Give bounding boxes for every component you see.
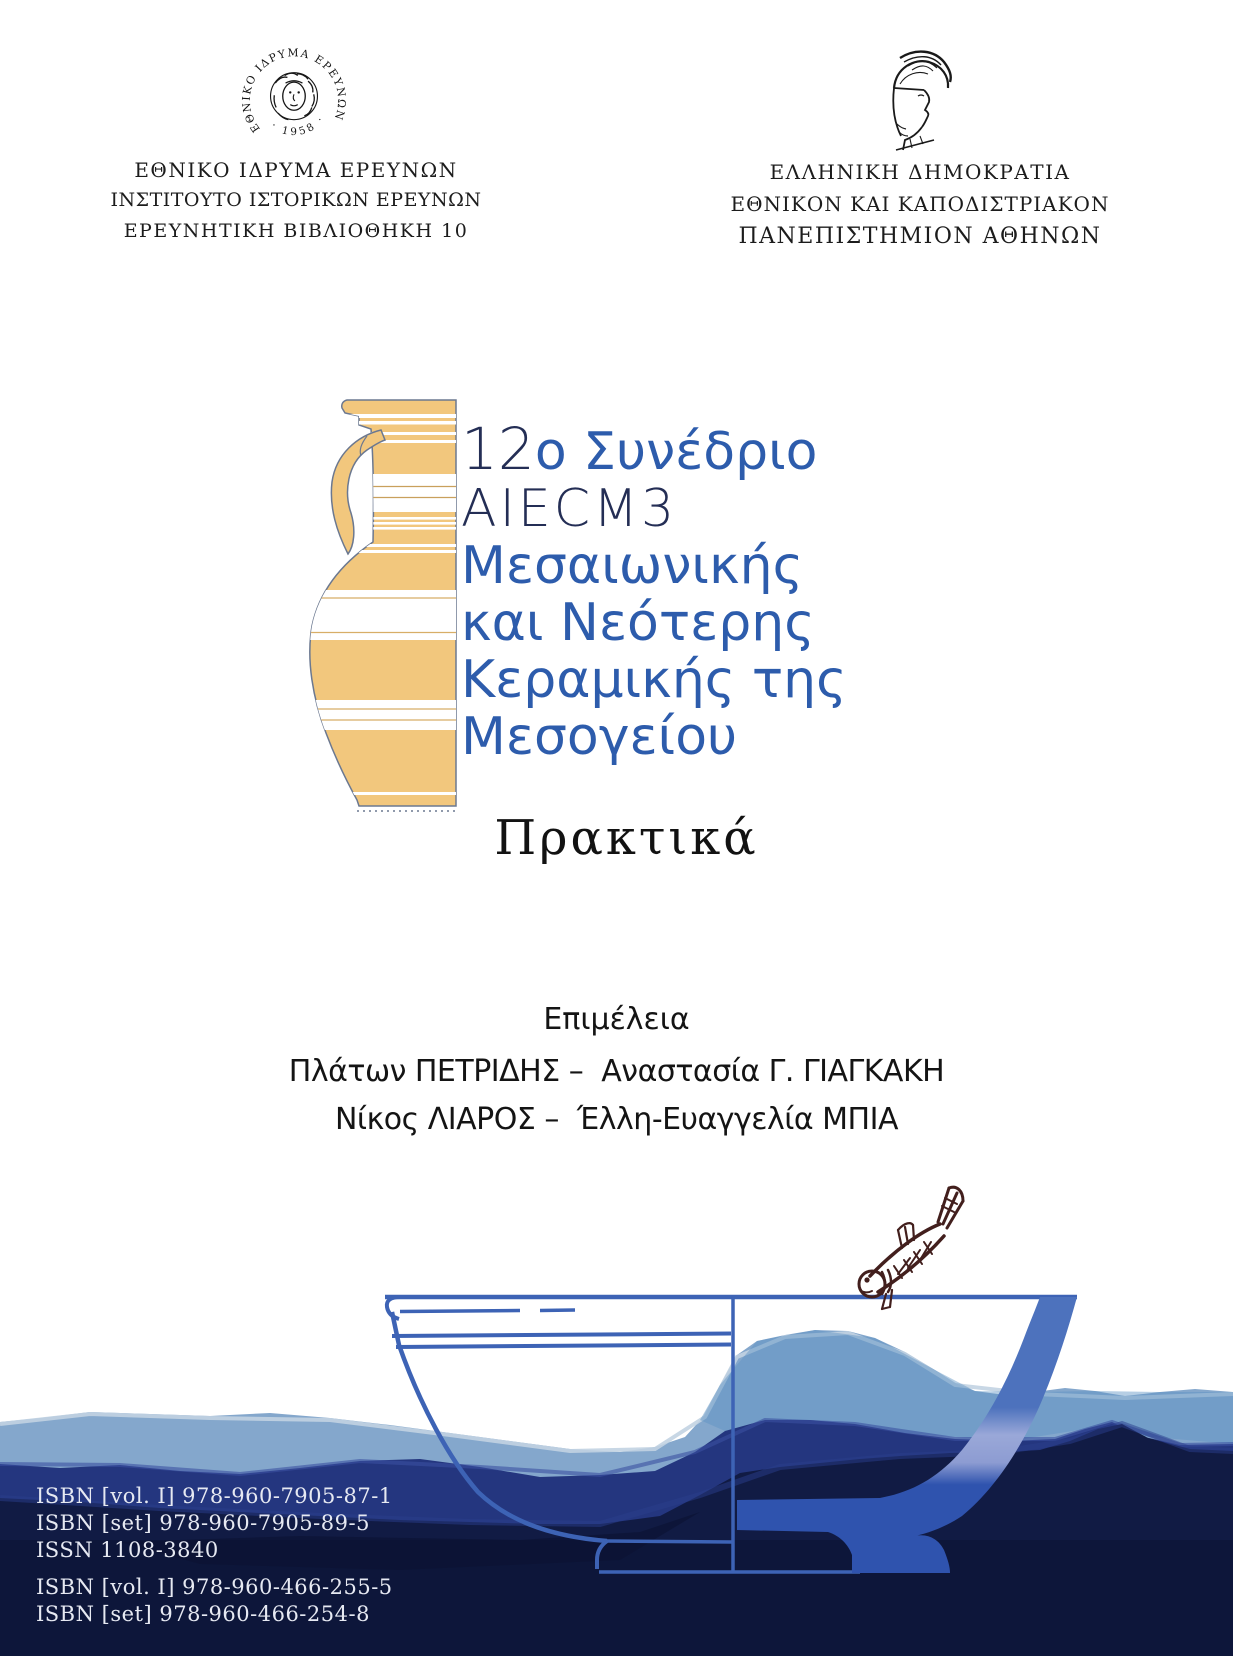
institution-line: ΙΝΣΤΙΤΟΥΤΟ ΙΣΤΟΡΙΚΩΝ ΕΡΕΥΝΩΝ bbox=[110, 189, 482, 211]
isbn-line: ISBN [set] 978-960-7905-89-5 bbox=[36, 1511, 370, 1535]
isbn-line: ISBN [set] 978-960-466-254-8 bbox=[36, 1602, 370, 1626]
isbn-line: ISBN [vol. I] 978-960-466-255-5 bbox=[36, 1575, 393, 1599]
title-block bbox=[461, 415, 901, 767]
title-line-4: και Νεότερης bbox=[461, 593, 815, 653]
title-line-1: 12ο Συνέδριο bbox=[461, 415, 818, 483]
imprint-group-2 bbox=[36, 1574, 393, 1628]
athena-emblem-icon bbox=[866, 44, 970, 156]
title-line-6: Μεσογείου bbox=[461, 707, 738, 767]
amphora-illustration bbox=[303, 394, 459, 820]
editors-line-1: Πλάτων ΠΕΤΡΙΔΗΣ – Αναστασία Γ. ΓΙΑΓΚΑΚΗ bbox=[288, 1054, 945, 1089]
imprint-group-1 bbox=[36, 1483, 393, 1564]
issn-line: ISSN 1108-3840 bbox=[36, 1538, 219, 1562]
seal-year-text: · 1958 · bbox=[268, 112, 328, 139]
subtitle-praktika: Πρακτικά bbox=[494, 810, 759, 866]
institution-line: ΕΘΝΙΚΟΝ ΚΑΙ ΚΑΠΟΔΙΣΤΡΙΑΚΟΝ bbox=[730, 192, 1110, 216]
title-number: 12 bbox=[461, 415, 535, 483]
institution-right bbox=[658, 160, 1182, 249]
title-acronym: AIECM3 bbox=[461, 479, 678, 539]
seal-ring-text: ΕΘΝΙΚΟ ΙΔΡΥΜΑ ΕΡΕΥΝΩΝ bbox=[239, 46, 349, 135]
institution-line: ΕΘΝΙΚΟ ΙΔΡΥΜΑ ΕΡΕΥΝΩΝ bbox=[134, 158, 458, 182]
institution-left bbox=[56, 158, 536, 242]
institution-line: ΕΛΛΗΝΙΚΗ ΔΗΜΟΚΡΑΤΙΑ bbox=[769, 160, 1071, 184]
seal-head bbox=[271, 73, 318, 120]
isbn-line: ISBN [vol. I] 978-960-7905-87-1 bbox=[36, 1484, 393, 1508]
series-line: ΕΡΕΥΝΗΤΙΚΗ ΒΙΒΛΙΟΘΗΚΗ 10 bbox=[123, 220, 469, 242]
title-line-3: Μεσαιωνικής bbox=[461, 536, 804, 596]
fish-illustration bbox=[859, 1187, 963, 1309]
svg-text:· 1958 · bbox=[269, 113, 328, 138]
nhrf-seal-icon bbox=[233, 38, 355, 160]
title-line-5: Κεραμικής της bbox=[461, 650, 847, 710]
editors-heading: Επιμέλεια bbox=[543, 1002, 690, 1037]
institution-line: ΠΑΝΕΠΙΣΤΗΜΙΟΝ ΑΘΗΝΩΝ bbox=[738, 224, 1102, 249]
editors-line-2: Νίκος ΛΙΑΡΟΣ – Έλλη-Ευαγγελία ΜΠΙΑ bbox=[334, 1102, 898, 1137]
